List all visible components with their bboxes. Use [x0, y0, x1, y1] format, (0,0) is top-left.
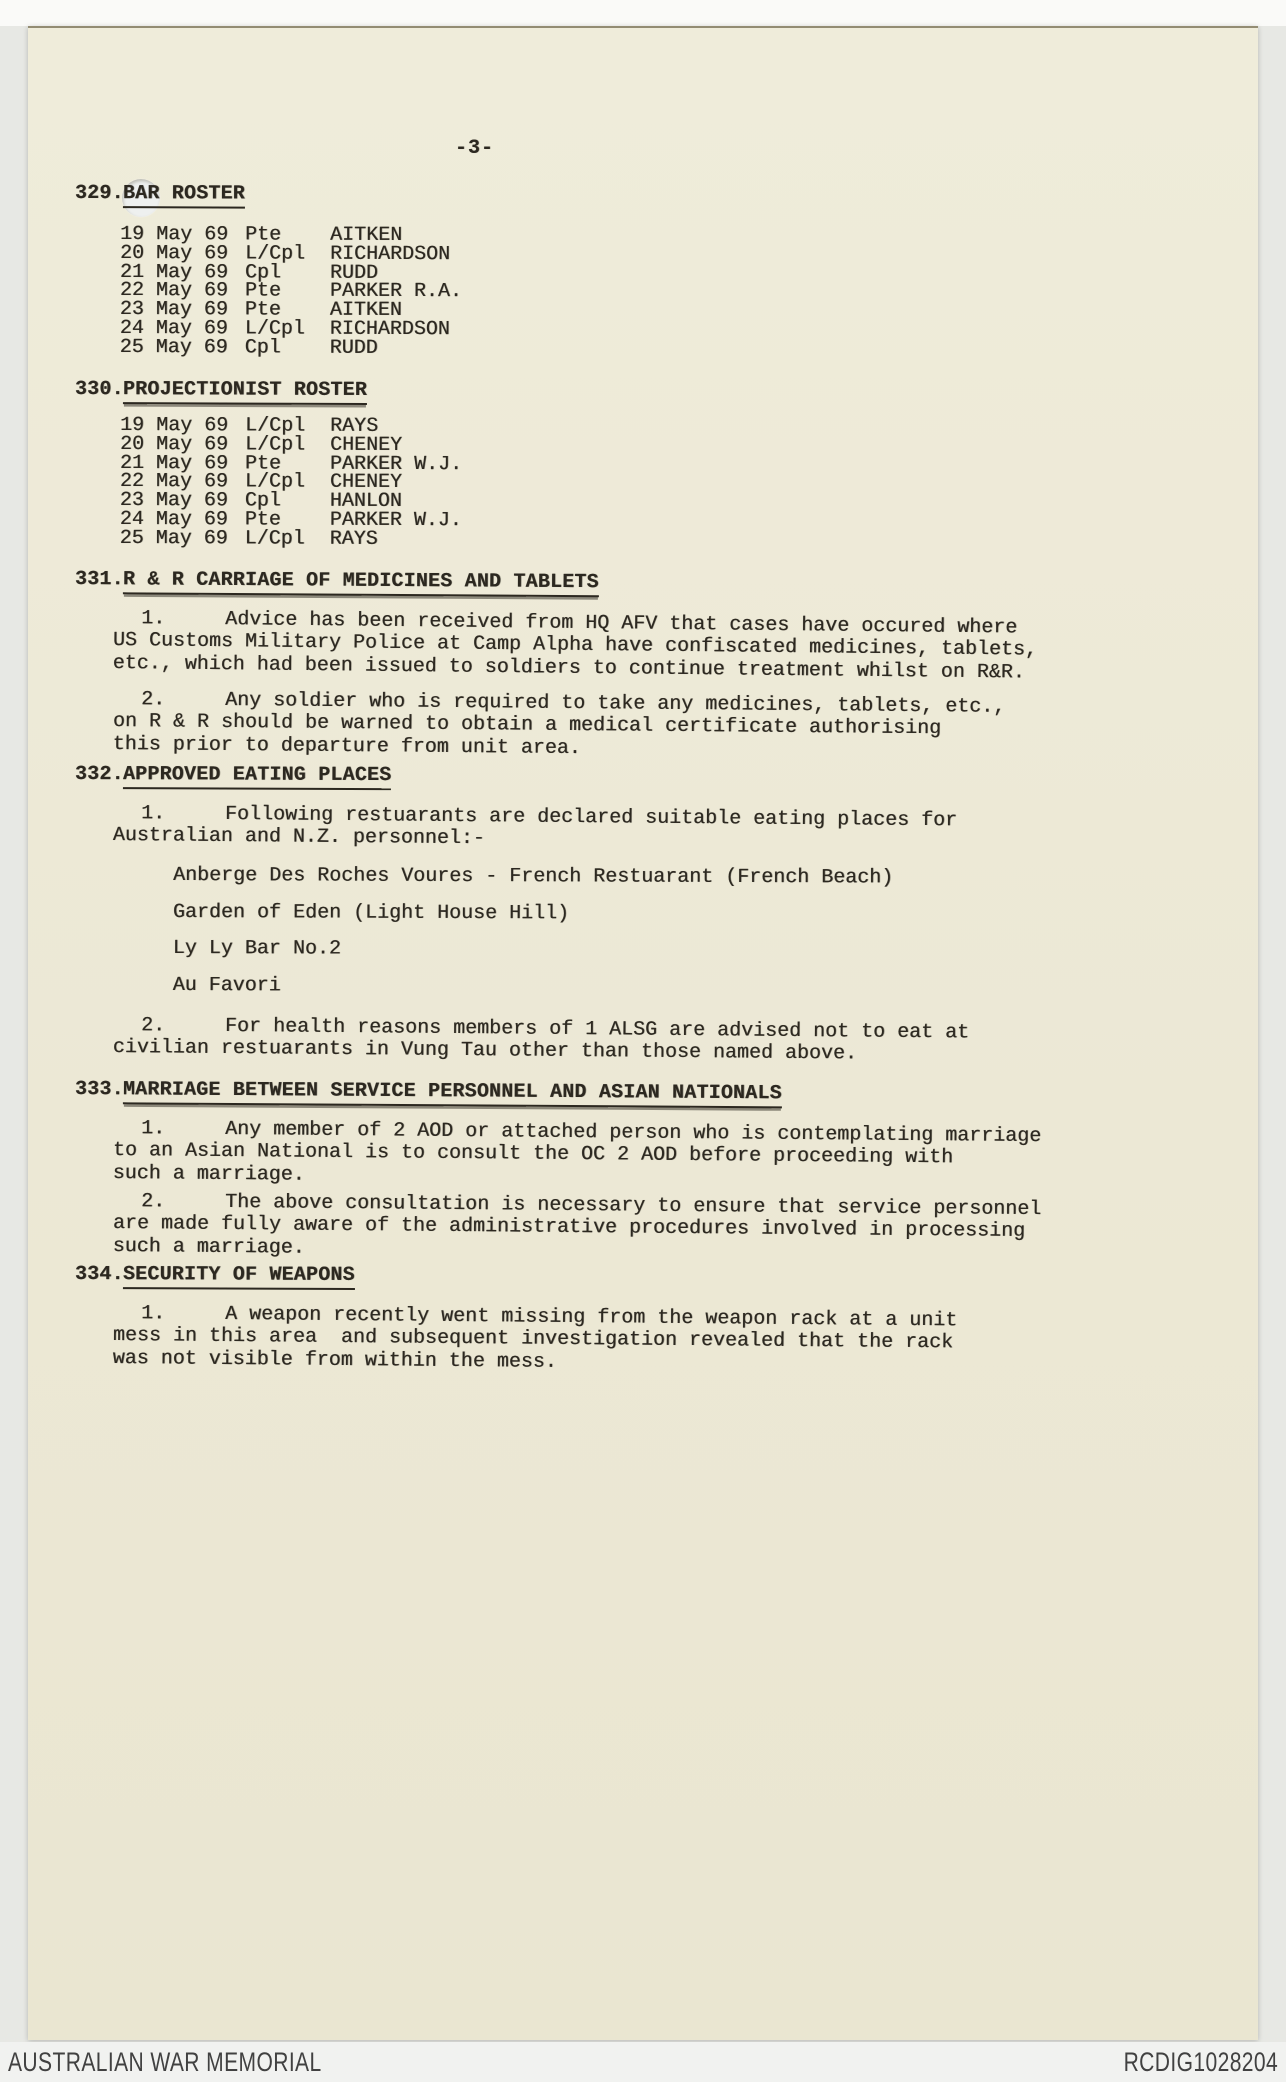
roster-name: RUDD [329, 336, 378, 360]
roster-rank: Pte [245, 451, 282, 475]
list-item: Au Favori [172, 973, 281, 997]
section-title: SECURITY OF WEAPONS [123, 1264, 355, 1291]
paragraph-text: Any member of 2 AOD or attached person who is contemplating marriage to an Asian National is to consult the OC 2 AOD before proceeding with such a marriage. [112, 1117, 1042, 1186]
roster-rank: L/Cpl [244, 526, 305, 551]
table-row [119, 335, 1198, 362]
page-number: -3- [455, 137, 495, 160]
roster-date: 22 May 69 [119, 279, 229, 303]
paragraph-number: 1. [141, 607, 166, 631]
list-item: Garden of Eden (Light House Hill) [173, 900, 570, 925]
roster-rank: L/Cpl [245, 414, 306, 438]
section-number: 329. [74, 182, 124, 206]
section-number: 330. [74, 377, 124, 401]
list-item: Anberge Des Roches Voures - French Restuarant (French Beach) [173, 863, 894, 890]
roster-name: RICHARDSON [329, 317, 450, 342]
section-331-heading [75, 569, 1198, 597]
scan-background-strip [0, 0, 1286, 26]
roster-name: AITKEN [330, 223, 403, 247]
roster-rank: Pte [244, 298, 281, 322]
section-330-heading [75, 379, 1198, 404]
section-title: PROJECTIONIST ROSTER [123, 378, 367, 405]
roster-name: PARKER W.J. [329, 508, 462, 532]
approved-places-list [173, 865, 1198, 999]
document-page [28, 26, 1258, 2040]
list-item: Ly Ly Bar No.2 [172, 936, 342, 961]
table-row [119, 526, 1198, 552]
section-title: BAR ROSTER [123, 182, 245, 208]
roster-date: 19 May 69 [120, 223, 229, 247]
roster-rank: L/Cpl [244, 317, 305, 341]
roster-date: 24 May 69 [119, 507, 228, 531]
paragraph-text: A weapon recently went missing from the weapon rack at a unit mess in this area and subsequent investigation revealed that the rack was not visible from within the mess. [112, 1303, 958, 1374]
archive-reference-id: RCDIG1028204 [1123, 2046, 1278, 2077]
paragraph-333-2 [113, 1191, 1066, 1266]
roster-name: PARKER W.J. [330, 451, 463, 476]
roster-date: 20 May 69 [120, 432, 229, 456]
roster-name: HANLON [329, 489, 402, 513]
roster-date: 19 May 69 [120, 413, 229, 437]
paragraph-333-1 [113, 1118, 1066, 1193]
roster-name: RUDD [330, 261, 379, 285]
paragraph-332-1 [113, 803, 1065, 856]
paragraph-text: Advice has been received from HQ AFV that cases have occured where US Customs Military Police at Camp Alpha have confiscated medicines, tablets, etc., which had been issued to soldiers to continue treatment whilst on R&R. [112, 608, 1038, 685]
section-title: MARRIAGE BETWEEN SERVICE PERSONNEL AND ASIAN NATIONALS [123, 1078, 782, 1108]
section-number: 334. [74, 1263, 124, 1287]
paragraph-331-2 [113, 689, 1066, 764]
paragraph-number: 2. [141, 1014, 166, 1038]
archive-footer [0, 2042, 1286, 2082]
paragraph-332-2 [113, 1015, 1065, 1068]
roster-rank: L/Cpl [244, 470, 306, 494]
paragraph-number: 2. [141, 688, 166, 712]
section-number: 332. [74, 762, 124, 787]
roster-name: RAYS [329, 527, 378, 551]
paragraph-number: 2. [141, 1189, 166, 1213]
roster-date: 25 May 69 [119, 526, 228, 550]
roster-date: 22 May 69 [119, 469, 229, 494]
paragraph-number: 1. [141, 1302, 166, 1326]
paragraph-text: For health reasons members of 1 ALSG are advised not to eat at civilian restuarants in Vung Tau other than those named above. [112, 1015, 970, 1066]
roster-name: RICHARDSON [330, 242, 451, 266]
paragraph-331-1 [113, 608, 1066, 685]
roster-date: 20 May 69 [120, 241, 229, 266]
roster-name: CHENEY [330, 433, 403, 457]
roster-date: 25 May 69 [119, 335, 228, 360]
roster-name: CHENEY [329, 470, 403, 494]
roster-rank: Pte [244, 279, 282, 303]
section-number: 331. [74, 568, 124, 592]
section-number: 333. [74, 1077, 124, 1101]
section-title: APPROVED EATING PLACES [123, 763, 392, 790]
paragraph-text: Any soldier who is required to take any medicines, tablets, etc., on R & R should be warned to obtain a medical certificate authorising this prior to departure from unit area. [112, 689, 1006, 760]
roster-date: 21 May 69 [120, 260, 229, 284]
projectionist-roster-table [119, 413, 1198, 552]
section-title: R & R CARRIAGE OF MEDICINES AND TABLETS [123, 568, 599, 597]
roster-date: 23 May 69 [119, 298, 229, 322]
paragraph-text: Following restuarants are declared suitable eating places for Australian and N.Z. personnel:- [112, 802, 958, 851]
roster-rank: Pte [244, 507, 281, 532]
section-332-heading [75, 764, 1198, 789]
roster-rank: L/Cpl [245, 432, 306, 457]
roster-date: 24 May 69 [119, 316, 228, 341]
roster-rank: L/Cpl [245, 242, 306, 266]
roster-date: 21 May 69 [120, 451, 229, 475]
roster-rank: Cpl [244, 489, 281, 513]
paragraph-number: 1. [141, 1116, 166, 1141]
paragraph-334-1 [113, 1303, 1066, 1378]
roster-name: PARKER R.A. [329, 280, 463, 304]
section-333-heading [75, 1079, 1198, 1107]
section-329-heading [75, 183, 1198, 208]
roster-rank: Cpl [244, 336, 281, 360]
roster-date: 23 May 69 [119, 488, 229, 513]
archive-name: AUSTRALIAN WAR MEMORIAL [8, 2046, 322, 2077]
roster-rank: Cpl [245, 261, 282, 285]
roster-name: RAYS [330, 414, 379, 438]
paragraph-number: 1. [141, 802, 166, 826]
section-334-heading [75, 1264, 1198, 1289]
bar-roster-table [119, 223, 1198, 361]
paragraph-text: The above consultation is necessary to ensure that service personnel are made fully aware of the administrative procedures involved in processing such a marriage. [112, 1190, 1042, 1259]
roster-rank: Pte [245, 223, 282, 247]
roster-name: AITKEN [329, 298, 402, 323]
